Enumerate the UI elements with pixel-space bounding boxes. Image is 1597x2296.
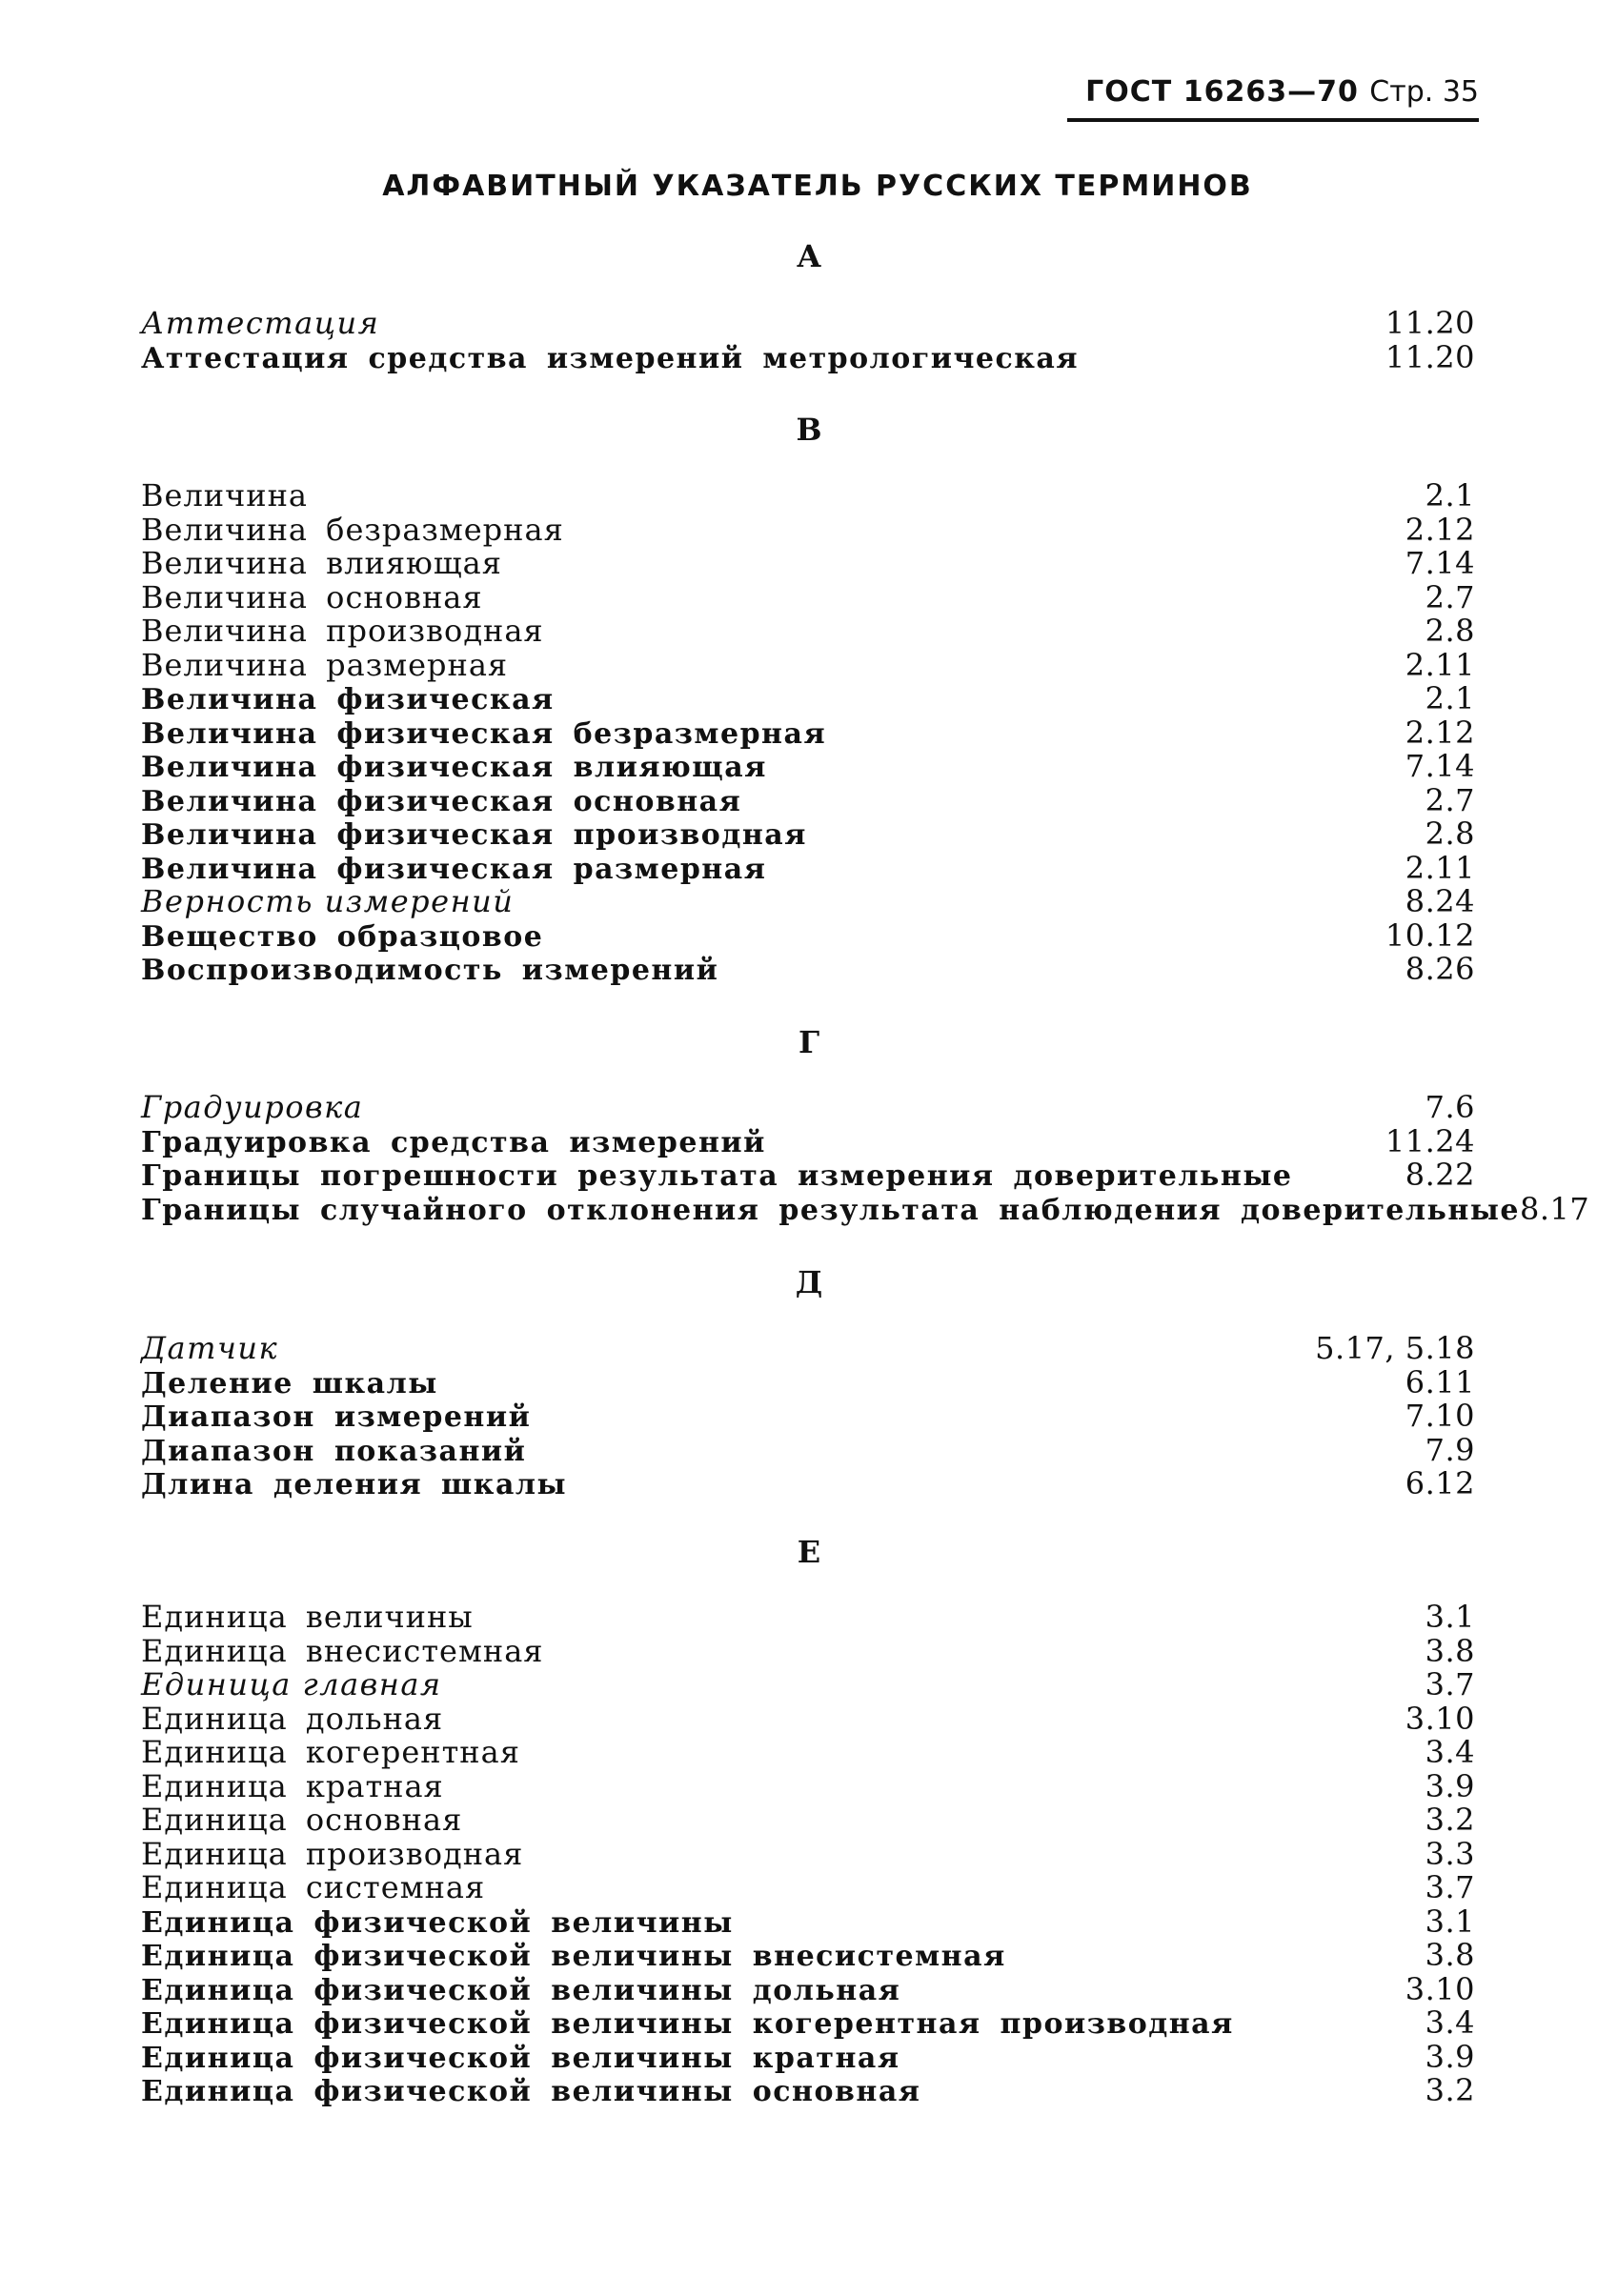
section-letter-e: Е (797, 1534, 821, 1570)
index-entry (141, 716, 1475, 751)
index-term: Единица производная (141, 1835, 524, 1872)
index-entry (141, 1702, 1475, 1737)
index-reference: 3.1 (1425, 1903, 1475, 1940)
index-entry (141, 1122, 1475, 1159)
index-reference: 8.26 (1405, 951, 1475, 987)
index-term: Длина деления шкалы (141, 1468, 568, 1501)
index-entry (141, 1363, 1475, 1400)
index-entry (141, 1158, 1475, 1193)
section-letter-a: А (796, 238, 822, 274)
index-reference: 11.20 (1385, 305, 1475, 341)
index-reference: 7.9 (1425, 1431, 1475, 1468)
section-letter-g: Г (798, 1024, 820, 1060)
index-term: Величина физическая влияющая (141, 751, 767, 784)
index-term: Величина физическая основная (141, 784, 742, 818)
index-term: Величина размерная (141, 646, 509, 683)
index-reference: 2.1 (1425, 680, 1475, 716)
section-v-list (141, 479, 1475, 987)
index-entry (141, 1905, 1475, 1940)
index-entry (141, 953, 1475, 987)
index-reference: 2.7 (1425, 578, 1475, 615)
index-reference: 3.9 (1425, 2038, 1475, 2075)
index-reference: 7.10 (1405, 1398, 1475, 1434)
index-reference: 2.11 (1405, 646, 1475, 683)
index-entry (141, 338, 1475, 375)
index-term: Воспроизводимость измерений (141, 954, 719, 987)
index-entry (141, 1871, 1475, 1905)
index-entry (141, 479, 1475, 514)
index-entry (141, 1736, 1475, 1770)
index-reference: 6.12 (1405, 1465, 1475, 1501)
index-term: Градуировка (141, 1089, 364, 1125)
index-reference: 8.22 (1405, 1157, 1475, 1193)
index-reference: 3.4 (1425, 1734, 1475, 1770)
index-reference: 3.7 (1425, 1869, 1475, 1905)
index-term: Величина физическая безразмерная (141, 716, 827, 751)
index-term: Единица когерентная (141, 1734, 520, 1770)
index-entry (141, 1190, 1590, 1227)
index-entry (141, 916, 1475, 954)
index-term: Величина безразмерная (141, 511, 564, 548)
section-letter-v: В (796, 412, 822, 448)
index-term: Единица физической величины когерентная производная (141, 2007, 1234, 2041)
index-reference: 3.8 (1425, 1937, 1475, 1973)
index-term: Верность измерений (141, 883, 515, 919)
index-term: Единица физической величины кратная (141, 2041, 900, 2075)
index-term: Единица внесистемная (141, 1632, 544, 1669)
index-reference: 11.24 (1385, 1122, 1475, 1159)
index-reference: 11.20 (1385, 338, 1475, 375)
index-entry (141, 1767, 1475, 1804)
index-term: Вещество образцовое (141, 919, 544, 954)
index-reference: 3.8 (1425, 1632, 1475, 1669)
index-entry (141, 885, 1475, 919)
index-entry (141, 682, 1475, 716)
index-reference: 3.10 (1405, 1970, 1475, 2007)
index-reference: 3.7 (1425, 1666, 1475, 1702)
index-entry (141, 2006, 1475, 2041)
index-reference: 7.14 (1405, 748, 1475, 784)
index-term: Аттестация средства измерений метрологическая (141, 341, 1080, 375)
index-reference: 5.17, 5.18 (1315, 1330, 1475, 1366)
index-reference: 8.17 (1520, 1190, 1590, 1227)
index-term: Единица основная (141, 1802, 463, 1838)
index-entry (141, 646, 1475, 683)
index-term: Единица физической величины (141, 1905, 734, 1940)
index-entry (141, 614, 1475, 649)
page-number: Стр. 35 (1369, 75, 1479, 109)
index-entry (141, 307, 1475, 341)
index-reference: 3.2 (1425, 1802, 1475, 1838)
index-entry (141, 1939, 1475, 1973)
index-entry (141, 1970, 1475, 2007)
index-reference: 8.24 (1405, 883, 1475, 919)
section-a-list (141, 307, 1475, 374)
section-g-list (141, 1089, 1590, 1227)
index-term: Диапазон измерений (141, 1400, 532, 1434)
index-entry (141, 781, 1475, 818)
index-term: Единица физической величины внесистемная (141, 1940, 1006, 1973)
index-term: Величина производная (141, 613, 544, 649)
index-term: Единица системная (141, 1869, 486, 1905)
index-entry (141, 511, 1475, 548)
index-reference: 6.11 (1405, 1363, 1475, 1400)
index-term: Датчик (141, 1330, 279, 1366)
index-entry (141, 1803, 1475, 1838)
index-entry (141, 1668, 1475, 1702)
section-d-list (141, 1332, 1475, 1501)
index-reference: 3.1 (1425, 1599, 1475, 1635)
index-reference: 3.2 (1425, 2072, 1475, 2108)
index-entry (141, 547, 1475, 581)
section-letter-d: Д (795, 1264, 823, 1300)
index-reference: 2.11 (1405, 849, 1475, 886)
index-term: Границы случайного отклонения результата наблюдения доверительные (141, 1193, 1520, 1227)
index-term: Единица величины (141, 1599, 474, 1635)
index-term: Диапазон показаний (141, 1434, 527, 1468)
index-entry (141, 817, 1475, 852)
index-entry (141, 1835, 1475, 1872)
index-reference: 2.12 (1405, 511, 1475, 548)
index-entry (141, 1431, 1475, 1468)
index-term: Единица дольная (141, 1700, 444, 1737)
index-reference: 2.12 (1405, 714, 1475, 751)
index-term: Величина основная (141, 578, 483, 615)
index-term: Величина влияющая (141, 545, 502, 581)
page-header (1067, 70, 1479, 122)
index-reference: 3.4 (1425, 2004, 1475, 2041)
index-entry (141, 849, 1475, 886)
index-term: Градуировка средства измерений (141, 1125, 766, 1159)
index-term: Аттестация (141, 305, 380, 341)
index-entry (141, 1332, 1475, 1366)
index-reference: 3.3 (1425, 1835, 1475, 1872)
document-code: ГОСТ 16263—70 (1085, 75, 1359, 109)
index-entry (141, 1632, 1475, 1669)
index-entry (141, 1091, 1475, 1125)
index-reference: 3.9 (1425, 1767, 1475, 1804)
index-entry (141, 1601, 1475, 1635)
index-term: Единица физической величины дольная (141, 1973, 901, 2007)
index-term: Величина физическая размерная (141, 852, 767, 886)
index-reference: 7.6 (1425, 1089, 1475, 1125)
index-entry (141, 1400, 1475, 1434)
index-term: Единица кратная (141, 1767, 444, 1804)
index-reference: 7.14 (1405, 545, 1475, 581)
section-e-list (141, 1601, 1475, 2108)
index-entry (141, 2038, 1475, 2075)
index-term: Границы погрешности результата измерения доверительные (141, 1159, 1293, 1193)
index-term: Деление шкалы (141, 1366, 438, 1400)
index-reference: 2.8 (1425, 613, 1475, 649)
index-term: Единица главная (141, 1666, 442, 1702)
index-term: Величина (141, 477, 308, 514)
index-entry (141, 1467, 1475, 1501)
index-title: АЛФАВИТНЫЙ УКАЗАТЕЛЬ РУССКИХ ТЕРМИНОВ (382, 170, 1253, 203)
index-term: Величина физическая (141, 683, 555, 716)
index-reference: 3.10 (1405, 1700, 1475, 1737)
index-entry (141, 750, 1475, 784)
index-reference: 2.7 (1425, 781, 1475, 818)
index-reference: 10.12 (1385, 916, 1475, 954)
index-entry (141, 578, 1475, 615)
index-reference: 2.1 (1425, 477, 1475, 514)
index-term: Единица физической величины основная (141, 2075, 921, 2108)
index-entry (141, 2074, 1475, 2108)
index-reference: 2.8 (1425, 816, 1475, 852)
index-term: Величина физическая производная (141, 818, 807, 852)
